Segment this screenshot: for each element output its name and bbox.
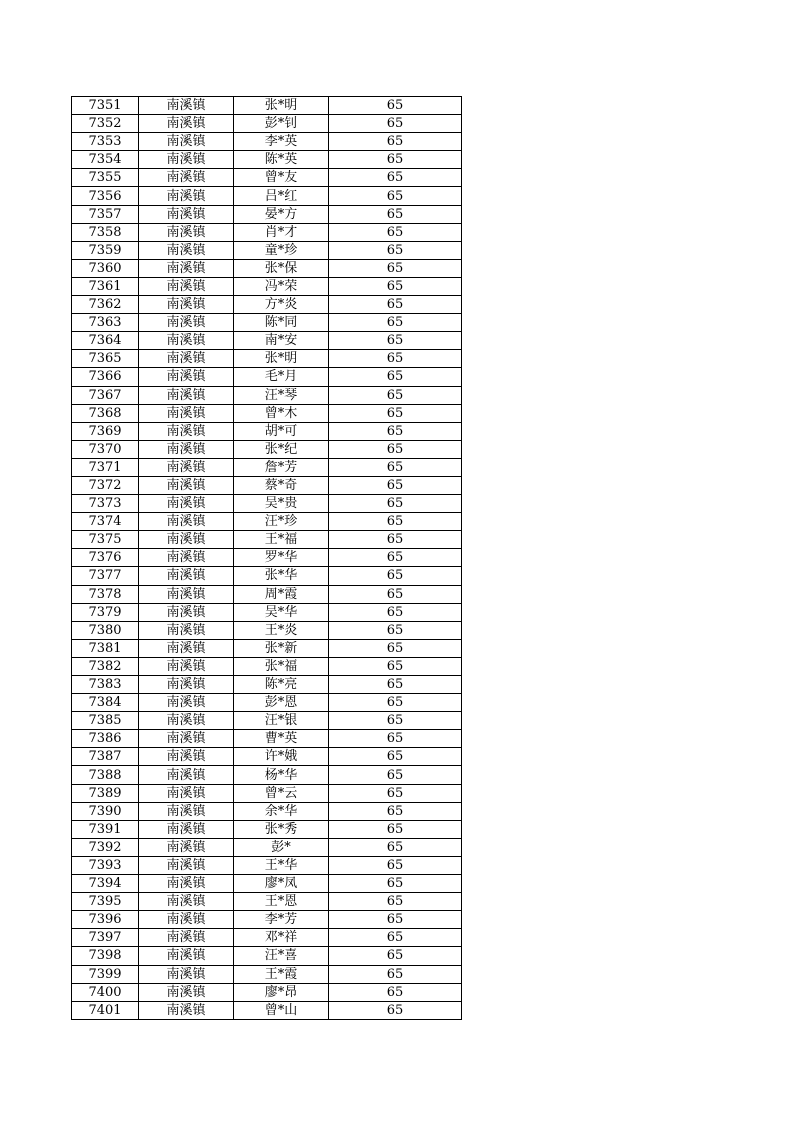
- person-name-cell: 吴*贵: [234, 495, 329, 513]
- amount-cell: 65: [329, 730, 462, 748]
- amount-cell: 65: [329, 151, 462, 169]
- amount-cell: 65: [329, 567, 462, 585]
- town-cell: 南溪镇: [139, 657, 234, 675]
- town-cell: 南溪镇: [139, 422, 234, 440]
- person-name-cell: 汪*喜: [234, 947, 329, 965]
- person-name-cell: 张*保: [234, 259, 329, 277]
- town-cell: 南溪镇: [139, 259, 234, 277]
- person-name-cell: 曾*友: [234, 169, 329, 187]
- table-row: [72, 368, 462, 386]
- row-id-cell: 7387: [72, 748, 139, 766]
- row-id-cell: 7379: [72, 603, 139, 621]
- row-id-cell: 7353: [72, 133, 139, 151]
- table-row: [72, 495, 462, 513]
- table-row: [72, 875, 462, 893]
- table-row: [72, 133, 462, 151]
- table-row: [72, 603, 462, 621]
- amount-cell: 65: [329, 314, 462, 332]
- row-id-cell: 7360: [72, 259, 139, 277]
- person-name-cell: 王*霞: [234, 965, 329, 983]
- amount-cell: 65: [329, 350, 462, 368]
- person-name-cell: 汪*琴: [234, 386, 329, 404]
- town-cell: 南溪镇: [139, 838, 234, 856]
- row-id-cell: 7356: [72, 187, 139, 205]
- row-id-cell: 7386: [72, 730, 139, 748]
- town-cell: 南溪镇: [139, 983, 234, 1001]
- amount-cell: 65: [329, 947, 462, 965]
- table-row: [72, 241, 462, 259]
- person-name-cell: 蔡*奇: [234, 476, 329, 494]
- row-id-cell: 7380: [72, 621, 139, 639]
- town-cell: 南溪镇: [139, 1001, 234, 1019]
- town-cell: 南溪镇: [139, 115, 234, 133]
- row-id-cell: 7351: [72, 97, 139, 115]
- person-name-cell: 毛*月: [234, 368, 329, 386]
- town-cell: 南溪镇: [139, 187, 234, 205]
- amount-cell: 65: [329, 748, 462, 766]
- table-row: [72, 1001, 462, 1019]
- row-id-cell: 7399: [72, 965, 139, 983]
- amount-cell: 65: [329, 784, 462, 802]
- person-name-cell: 詹*芳: [234, 458, 329, 476]
- table-row: [72, 332, 462, 350]
- amount-cell: 65: [329, 296, 462, 314]
- amount-cell: 65: [329, 223, 462, 241]
- table-row: [72, 97, 462, 115]
- row-id-cell: 7394: [72, 875, 139, 893]
- town-cell: 南溪镇: [139, 495, 234, 513]
- row-id-cell: 7361: [72, 277, 139, 295]
- person-name-cell: 方*炎: [234, 296, 329, 314]
- person-name-cell: 曾*山: [234, 1001, 329, 1019]
- table-row: [72, 712, 462, 730]
- town-cell: 南溪镇: [139, 856, 234, 874]
- town-cell: 南溪镇: [139, 277, 234, 295]
- person-name-cell: 许*娥: [234, 748, 329, 766]
- row-id-cell: 7377: [72, 567, 139, 585]
- person-name-cell: 王*恩: [234, 893, 329, 911]
- row-id-cell: 7364: [72, 332, 139, 350]
- person-name-cell: 汪*珍: [234, 513, 329, 531]
- amount-cell: 65: [329, 694, 462, 712]
- person-name-cell: 张*纪: [234, 440, 329, 458]
- table-row: [72, 838, 462, 856]
- row-id-cell: 7372: [72, 476, 139, 494]
- amount-cell: 65: [329, 205, 462, 223]
- row-id-cell: 7367: [72, 386, 139, 404]
- row-id-cell: 7354: [72, 151, 139, 169]
- row-id-cell: 7384: [72, 694, 139, 712]
- person-name-cell: 杨*华: [234, 766, 329, 784]
- town-cell: 南溪镇: [139, 603, 234, 621]
- table-row: [72, 422, 462, 440]
- table-body: [72, 97, 462, 1020]
- amount-cell: 65: [329, 97, 462, 115]
- town-cell: 南溪镇: [139, 205, 234, 223]
- town-cell: 南溪镇: [139, 296, 234, 314]
- town-cell: 南溪镇: [139, 694, 234, 712]
- row-id-cell: 7375: [72, 531, 139, 549]
- table-row: [72, 676, 462, 694]
- amount-cell: 65: [329, 875, 462, 893]
- row-id-cell: 7357: [72, 205, 139, 223]
- town-cell: 南溪镇: [139, 223, 234, 241]
- town-cell: 南溪镇: [139, 241, 234, 259]
- town-cell: 南溪镇: [139, 440, 234, 458]
- row-id-cell: 7365: [72, 350, 139, 368]
- table-row: [72, 947, 462, 965]
- row-id-cell: 7396: [72, 911, 139, 929]
- amount-cell: 65: [329, 476, 462, 494]
- row-id-cell: 7389: [72, 784, 139, 802]
- person-name-cell: 余*华: [234, 802, 329, 820]
- person-name-cell: 冯*荣: [234, 277, 329, 295]
- person-name-cell: 张*明: [234, 97, 329, 115]
- person-name-cell: 张*秀: [234, 820, 329, 838]
- row-id-cell: 7401: [72, 1001, 139, 1019]
- amount-cell: 65: [329, 820, 462, 838]
- town-cell: 南溪镇: [139, 350, 234, 368]
- table-row: [72, 748, 462, 766]
- table-row: [72, 694, 462, 712]
- amount-cell: 65: [329, 259, 462, 277]
- row-id-cell: 7398: [72, 947, 139, 965]
- row-id-cell: 7369: [72, 422, 139, 440]
- row-id-cell: 7390: [72, 802, 139, 820]
- person-name-cell: 邓*祥: [234, 929, 329, 947]
- table-row: [72, 440, 462, 458]
- row-id-cell: 7359: [72, 241, 139, 259]
- person-name-cell: 王*炎: [234, 621, 329, 639]
- person-name-cell: 张*华: [234, 567, 329, 585]
- amount-cell: 65: [329, 911, 462, 929]
- town-cell: 南溪镇: [139, 766, 234, 784]
- row-id-cell: 7388: [72, 766, 139, 784]
- table-row: [72, 802, 462, 820]
- table-row: [72, 585, 462, 603]
- person-name-cell: 曹*英: [234, 730, 329, 748]
- town-cell: 南溪镇: [139, 947, 234, 965]
- town-cell: 南溪镇: [139, 368, 234, 386]
- person-name-cell: 陈*英: [234, 151, 329, 169]
- person-name-cell: 童*珍: [234, 241, 329, 259]
- town-cell: 南溪镇: [139, 748, 234, 766]
- town-cell: 南溪镇: [139, 314, 234, 332]
- table-row: [72, 893, 462, 911]
- table-row: [72, 531, 462, 549]
- table-row: [72, 549, 462, 567]
- amount-cell: 65: [329, 676, 462, 694]
- town-cell: 南溪镇: [139, 151, 234, 169]
- amount-cell: 65: [329, 856, 462, 874]
- row-id-cell: 7381: [72, 639, 139, 657]
- town-cell: 南溪镇: [139, 476, 234, 494]
- table-row: [72, 965, 462, 983]
- table-row: [72, 259, 462, 277]
- amount-cell: 65: [329, 133, 462, 151]
- amount-cell: 65: [329, 422, 462, 440]
- subsidy-table: [71, 96, 462, 1020]
- row-id-cell: 7376: [72, 549, 139, 567]
- table-row: [72, 513, 462, 531]
- table-row: [72, 856, 462, 874]
- amount-cell: 65: [329, 332, 462, 350]
- town-cell: 南溪镇: [139, 929, 234, 947]
- town-cell: 南溪镇: [139, 911, 234, 929]
- table-row: [72, 296, 462, 314]
- person-name-cell: 廖*昂: [234, 983, 329, 1001]
- town-cell: 南溪镇: [139, 567, 234, 585]
- row-id-cell: 7391: [72, 820, 139, 838]
- town-cell: 南溪镇: [139, 458, 234, 476]
- amount-cell: 65: [329, 241, 462, 259]
- table-row: [72, 657, 462, 675]
- amount-cell: 65: [329, 513, 462, 531]
- row-id-cell: 7393: [72, 856, 139, 874]
- table-row: [72, 567, 462, 585]
- row-id-cell: 7397: [72, 929, 139, 947]
- amount-cell: 65: [329, 404, 462, 422]
- amount-cell: 65: [329, 169, 462, 187]
- town-cell: 南溪镇: [139, 585, 234, 603]
- town-cell: 南溪镇: [139, 169, 234, 187]
- table-row: [72, 314, 462, 332]
- amount-cell: 65: [329, 893, 462, 911]
- person-name-cell: 李*英: [234, 133, 329, 151]
- table-row: [72, 639, 462, 657]
- amount-cell: 65: [329, 1001, 462, 1019]
- row-id-cell: 7373: [72, 495, 139, 513]
- town-cell: 南溪镇: [139, 676, 234, 694]
- table-row: [72, 911, 462, 929]
- amount-cell: 65: [329, 603, 462, 621]
- row-id-cell: 7395: [72, 893, 139, 911]
- person-name-cell: 彭*钊: [234, 115, 329, 133]
- town-cell: 南溪镇: [139, 133, 234, 151]
- amount-cell: 65: [329, 983, 462, 1001]
- person-name-cell: 南*安: [234, 332, 329, 350]
- town-cell: 南溪镇: [139, 513, 234, 531]
- table-row: [72, 404, 462, 422]
- person-name-cell: 陈*亮: [234, 676, 329, 694]
- town-cell: 南溪镇: [139, 730, 234, 748]
- table-row: [72, 205, 462, 223]
- row-id-cell: 7363: [72, 314, 139, 332]
- table-row: [72, 929, 462, 947]
- person-name-cell: 罗*华: [234, 549, 329, 567]
- person-name-cell: 吴*华: [234, 603, 329, 621]
- row-id-cell: 7358: [72, 223, 139, 241]
- table-row: [72, 223, 462, 241]
- town-cell: 南溪镇: [139, 404, 234, 422]
- table-row: [72, 730, 462, 748]
- town-cell: 南溪镇: [139, 802, 234, 820]
- amount-cell: 65: [329, 621, 462, 639]
- table-row: [72, 476, 462, 494]
- town-cell: 南溪镇: [139, 965, 234, 983]
- town-cell: 南溪镇: [139, 875, 234, 893]
- person-name-cell: 汪*银: [234, 712, 329, 730]
- amount-cell: 65: [329, 187, 462, 205]
- row-id-cell: 7371: [72, 458, 139, 476]
- person-name-cell: 肖*才: [234, 223, 329, 241]
- person-name-cell: 陈*同: [234, 314, 329, 332]
- person-name-cell: 王*华: [234, 856, 329, 874]
- person-name-cell: 彭*恩: [234, 694, 329, 712]
- person-name-cell: 晏*方: [234, 205, 329, 223]
- row-id-cell: 7374: [72, 513, 139, 531]
- town-cell: 南溪镇: [139, 621, 234, 639]
- town-cell: 南溪镇: [139, 820, 234, 838]
- person-name-cell: 张*新: [234, 639, 329, 657]
- table-row: [72, 621, 462, 639]
- amount-cell: 65: [329, 965, 462, 983]
- amount-cell: 65: [329, 585, 462, 603]
- amount-cell: 65: [329, 712, 462, 730]
- row-id-cell: 7352: [72, 115, 139, 133]
- row-id-cell: 7382: [72, 657, 139, 675]
- row-id-cell: 7368: [72, 404, 139, 422]
- amount-cell: 65: [329, 802, 462, 820]
- person-name-cell: 张*福: [234, 657, 329, 675]
- person-name-cell: 周*霞: [234, 585, 329, 603]
- person-name-cell: 吕*红: [234, 187, 329, 205]
- town-cell: 南溪镇: [139, 712, 234, 730]
- amount-cell: 65: [329, 657, 462, 675]
- town-cell: 南溪镇: [139, 549, 234, 567]
- row-id-cell: 7378: [72, 585, 139, 603]
- table-row: [72, 151, 462, 169]
- person-name-cell: 李*芳: [234, 911, 329, 929]
- table-row: [72, 169, 462, 187]
- amount-cell: 65: [329, 440, 462, 458]
- amount-cell: 65: [329, 838, 462, 856]
- row-id-cell: 7366: [72, 368, 139, 386]
- amount-cell: 65: [329, 458, 462, 476]
- table-row: [72, 350, 462, 368]
- person-name-cell: 彭*: [234, 838, 329, 856]
- table-row: [72, 115, 462, 133]
- row-id-cell: 7362: [72, 296, 139, 314]
- person-name-cell: 张*明: [234, 350, 329, 368]
- person-name-cell: 曾*云: [234, 784, 329, 802]
- town-cell: 南溪镇: [139, 97, 234, 115]
- town-cell: 南溪镇: [139, 531, 234, 549]
- table-row: [72, 386, 462, 404]
- person-name-cell: 曾*木: [234, 404, 329, 422]
- row-id-cell: 7383: [72, 676, 139, 694]
- row-id-cell: 7385: [72, 712, 139, 730]
- table-row: [72, 277, 462, 295]
- amount-cell: 65: [329, 115, 462, 133]
- town-cell: 南溪镇: [139, 784, 234, 802]
- amount-cell: 65: [329, 495, 462, 513]
- person-name-cell: 廖*凤: [234, 875, 329, 893]
- table-row: [72, 766, 462, 784]
- amount-cell: 65: [329, 929, 462, 947]
- amount-cell: 65: [329, 531, 462, 549]
- table-row: [72, 784, 462, 802]
- amount-cell: 65: [329, 549, 462, 567]
- row-id-cell: 7355: [72, 169, 139, 187]
- town-cell: 南溪镇: [139, 332, 234, 350]
- town-cell: 南溪镇: [139, 386, 234, 404]
- amount-cell: 65: [329, 277, 462, 295]
- person-name-cell: 王*福: [234, 531, 329, 549]
- table-row: [72, 187, 462, 205]
- table-row: [72, 820, 462, 838]
- row-id-cell: 7400: [72, 983, 139, 1001]
- amount-cell: 65: [329, 386, 462, 404]
- table-row: [72, 983, 462, 1001]
- person-name-cell: 胡*可: [234, 422, 329, 440]
- table-row: [72, 458, 462, 476]
- row-id-cell: 7392: [72, 838, 139, 856]
- amount-cell: 65: [329, 368, 462, 386]
- amount-cell: 65: [329, 766, 462, 784]
- town-cell: 南溪镇: [139, 893, 234, 911]
- town-cell: 南溪镇: [139, 639, 234, 657]
- amount-cell: 65: [329, 639, 462, 657]
- row-id-cell: 7370: [72, 440, 139, 458]
